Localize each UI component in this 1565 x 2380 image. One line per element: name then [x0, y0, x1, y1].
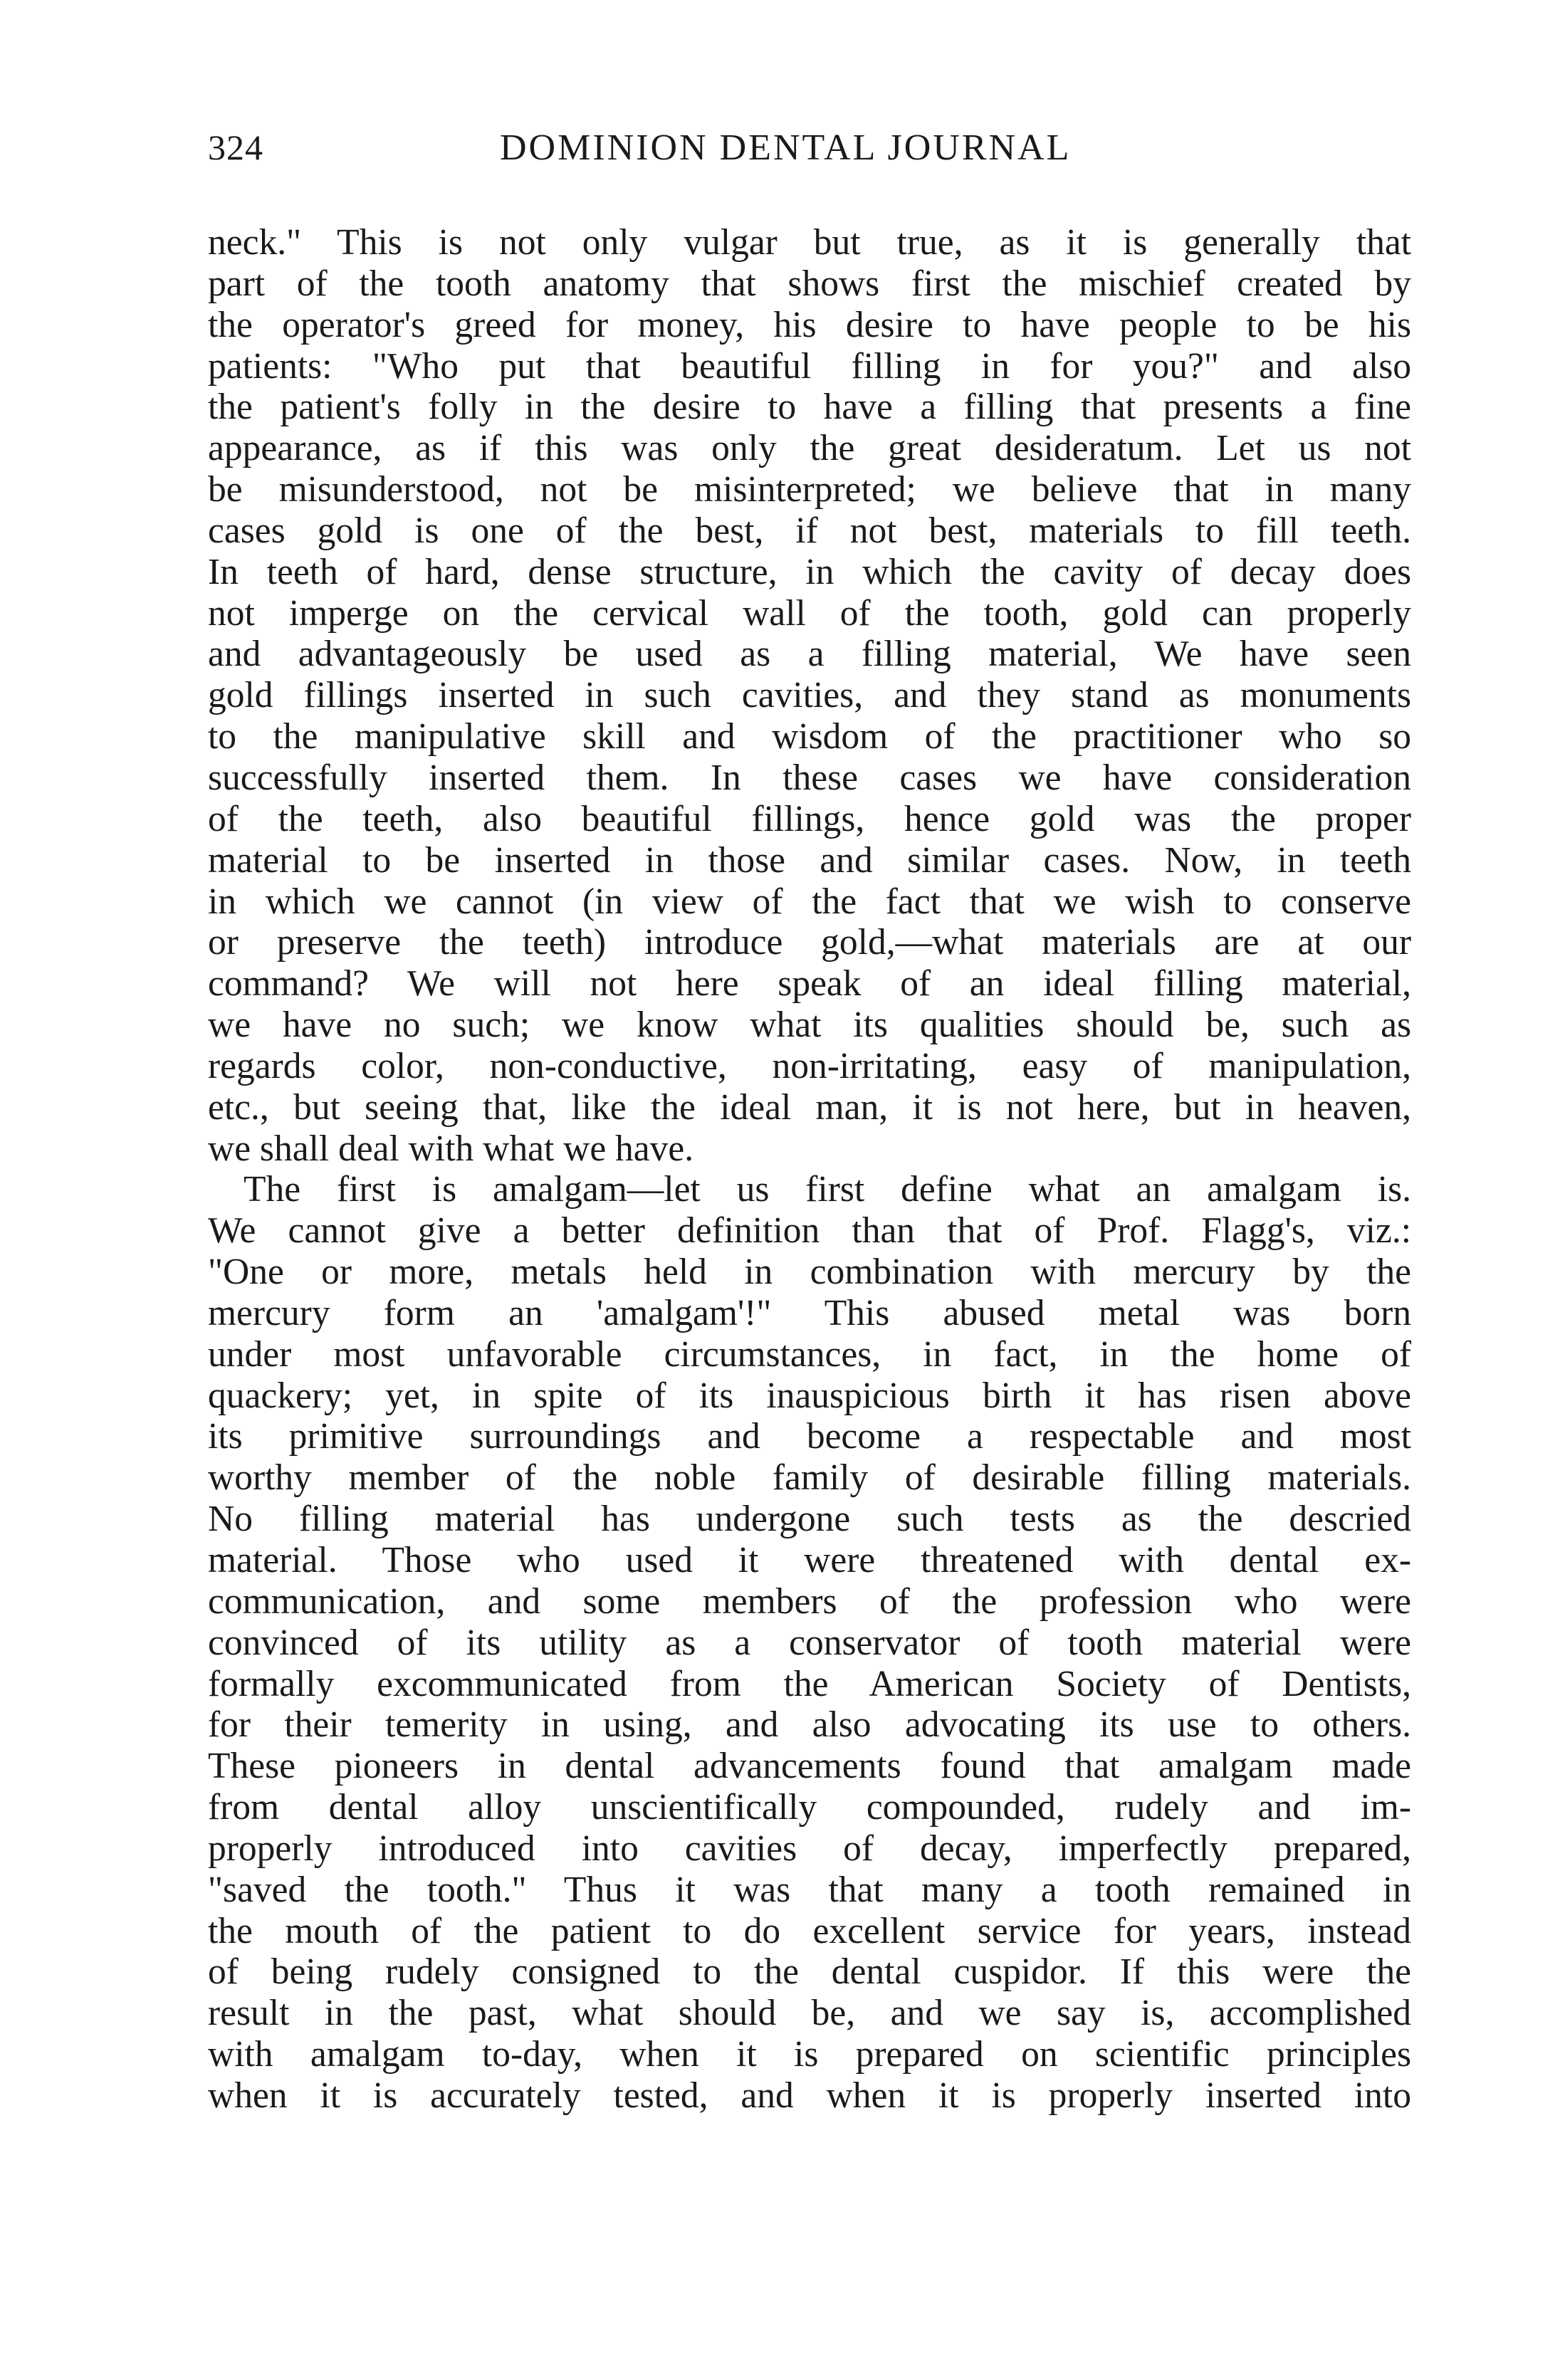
paragraph [208, 222, 1411, 1169]
text-line: formally excommunicated from the American Society of Dentists, [208, 1663, 1411, 1704]
text-line: we have no such; we know what its qualities should be, such as [208, 1005, 1411, 1046]
text-line: from dental alloy unscientifically compounded, rudely and im- [208, 1787, 1411, 1828]
text-line: mercury form an 'amalgam'!" This abused metal was born [208, 1292, 1411, 1333]
text-line: "saved the tooth." Thus it was that many a tooth remained in [208, 1869, 1411, 1910]
text-line: to the manipulative skill and wisdom of the practitioner who so [208, 716, 1411, 757]
text-line: gold fillings inserted in such cavities, and they stand as monuments [208, 675, 1411, 716]
text-line: we shall deal with what we have. [208, 1128, 694, 1169]
text-line: its primitive surroundings and become a respectable and most [208, 1416, 1411, 1457]
text-line: in which we cannot (in view of the fact that we wish to conserve [208, 881, 1411, 922]
text-line: be misunderstood, not be misinterpreted; we believe that in many [208, 469, 1411, 510]
page-header [208, 127, 1418, 184]
article-body [208, 222, 1411, 2117]
text-line: under most unfavorable circumstances, in fact, in the home of [208, 1333, 1411, 1375]
text-line: regards color, non-conductive, non-irritating, easy of manipulation, [208, 1045, 1411, 1086]
text-line: We cannot give a better definition than that of Prof. Flagg's, viz.: [208, 1210, 1411, 1252]
text-line: for their temerity in using, and also advocating its use to others. [208, 1704, 1411, 1746]
text-line: No filling material has undergone such tests as the descried [208, 1499, 1411, 1540]
text-line: communication, and some members of the profession who were [208, 1580, 1411, 1622]
text-line: the patient's folly in the desire to have a filling that presents a fine [208, 387, 1411, 428]
text-line: successfully inserted them. In these cases we have consideration [208, 757, 1411, 798]
text-line: neck." This is not only vulgar but true, as it is generally that [208, 222, 1411, 263]
text-line: These pioneers in dental advancements found that amalgam made [208, 1746, 1411, 1787]
text-line: of being rudely consigned to the dental cuspidor. If this were the [208, 1951, 1411, 1993]
text-line: patients: "Who put that beautiful filling in for you?" and also [208, 345, 1411, 387]
text-line: or preserve the teeth) introduce gold,—what materials are at our [208, 922, 1411, 963]
text-line: etc., but seeing that, like the ideal man, it is not here, but in heaven, [208, 1086, 1411, 1128]
text-line: material. Those who used it were threatened with dental ex- [208, 1540, 1411, 1580]
text-line: appearance, as if this was only the great desideratum. Let us not [208, 428, 1411, 469]
text-line: command? We will not here speak of an ideal filling material, [208, 963, 1411, 1005]
text-line: the mouth of the patient to do excellent service for years, instead [208, 1910, 1411, 1951]
text-line: the operator's greed for money, his desire to have people to be his [208, 304, 1411, 345]
text-line: convinced of its utility as a conservator of tooth material were [208, 1622, 1411, 1663]
text-line: when it is accurately tested, and when it is properly inserted into [208, 2075, 1411, 2116]
text-line: not imperge on the cervical wall of the tooth, gold can properly [208, 592, 1411, 634]
running-head: DOMINION DENTAL JOURNAL [500, 127, 1072, 168]
text-line: material to be inserted in those and similar cases. Now, in teeth [208, 839, 1411, 881]
text-line: result in the past, what should be, and we say is, accomplished [208, 1993, 1411, 2034]
text-line: part of the tooth anatomy that shows first the mischief created by [208, 263, 1411, 304]
text-line: of the teeth, also beautiful fillings, hence gold was the proper [208, 798, 1411, 839]
text-line: worthy member of the noble family of desirable filling materials. [208, 1457, 1411, 1499]
text-line: quackery; yet, in spite of its inauspicious birth it has risen above [208, 1375, 1411, 1416]
text-line: with amalgam to-day, when it is prepared on scientific principles [208, 2034, 1411, 2075]
text-line: "One or more, metals held in combination with mercury by the [208, 1252, 1411, 1293]
text-line: The first is amalgam—let us first define what an amalgam is. [244, 1169, 1411, 1210]
text-line: properly introduced into cavities of decay, imperfectly prepared, [208, 1828, 1411, 1869]
page-number: 324 [208, 127, 263, 167]
paragraph [208, 1169, 1411, 2116]
text-line: In teeth of hard, dense structure, in which the cavity of decay does [208, 551, 1411, 592]
text-line: cases gold is one of the best, if not best, materials to fill teeth. [208, 510, 1411, 551]
text-line: and advantageously be used as a filling material, We have seen [208, 634, 1411, 675]
